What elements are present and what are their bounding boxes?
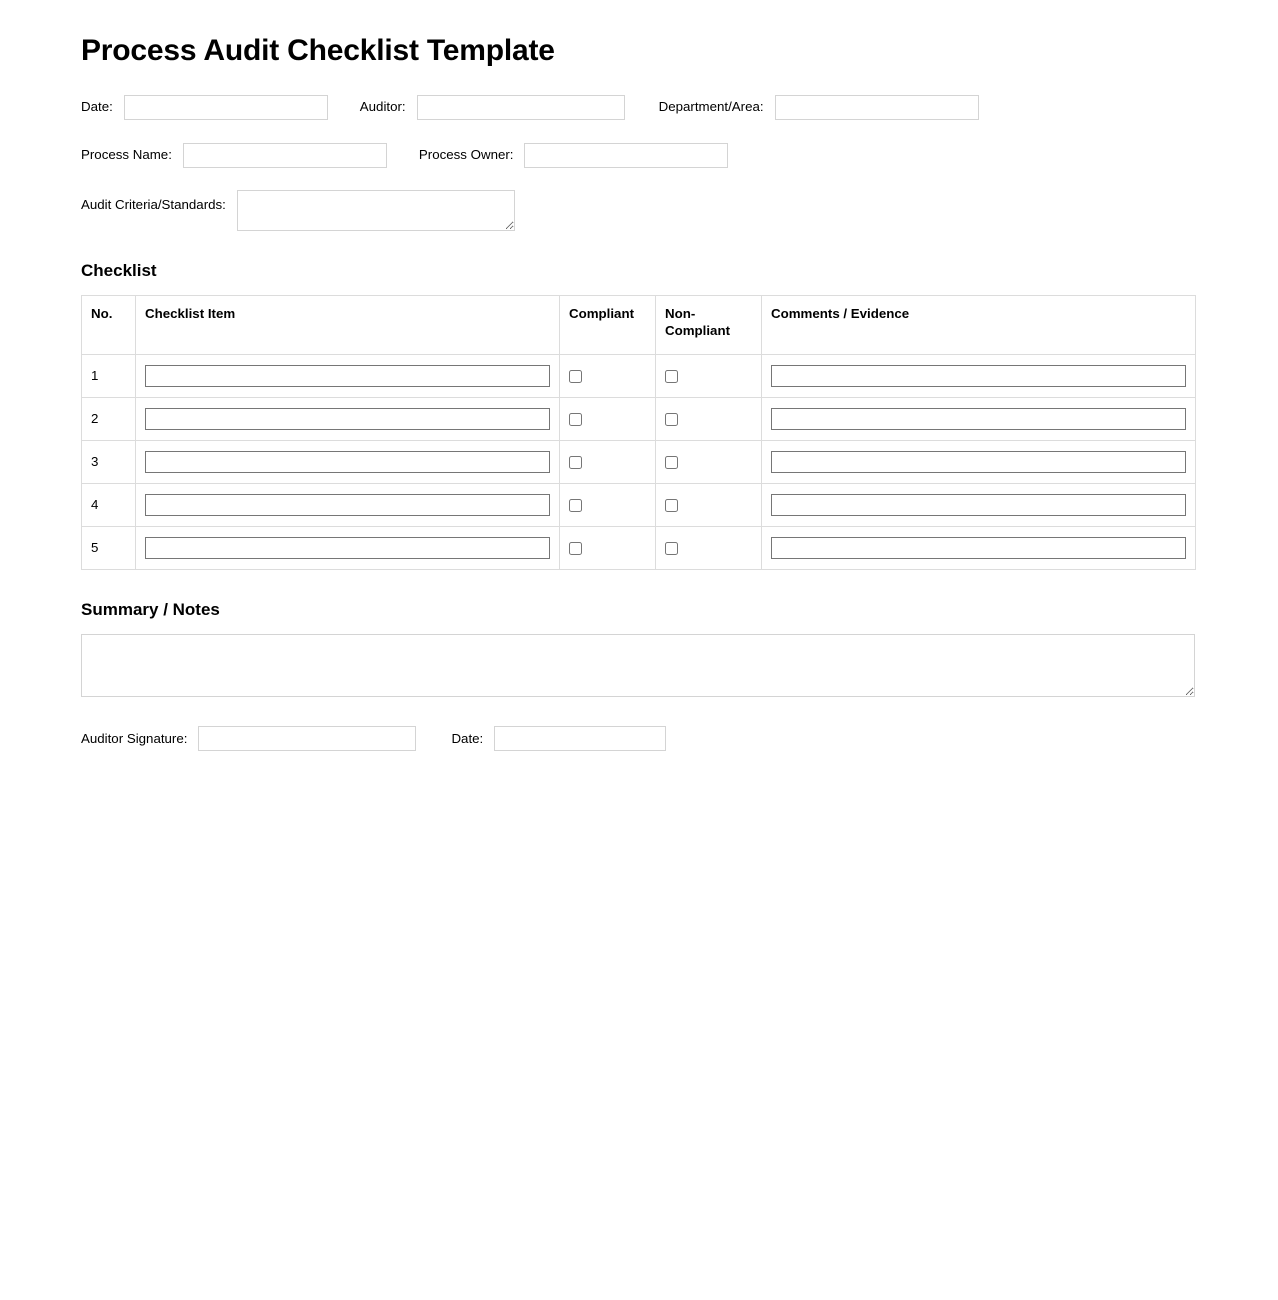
row-number: 4 bbox=[82, 483, 136, 526]
process-owner-input[interactable] bbox=[524, 143, 728, 168]
field-auditor bbox=[360, 95, 625, 120]
row-non-compliant-cell bbox=[656, 354, 762, 397]
auditor-signature-input[interactable] bbox=[198, 726, 416, 751]
field-process-name bbox=[81, 143, 387, 168]
table-header-row bbox=[82, 295, 1196, 354]
comments-evidence-input[interactable] bbox=[771, 365, 1186, 387]
row-item-cell bbox=[136, 483, 560, 526]
field-date bbox=[81, 95, 328, 120]
row-non-compliant-cell bbox=[656, 397, 762, 440]
column-header-checklist-item: Checklist Item bbox=[136, 295, 560, 354]
table-row bbox=[82, 483, 1196, 526]
meta-row-criteria bbox=[81, 190, 1198, 231]
date-input[interactable] bbox=[124, 95, 328, 120]
comments-evidence-input[interactable] bbox=[771, 537, 1186, 559]
row-non-compliant-cell bbox=[656, 483, 762, 526]
summary-notes-textarea[interactable] bbox=[81, 634, 1195, 697]
table-row bbox=[82, 526, 1196, 569]
checklist-item-input[interactable] bbox=[145, 451, 550, 473]
page-title: Process Audit Checklist Template bbox=[81, 34, 555, 67]
row-comments-cell bbox=[762, 354, 1196, 397]
row-compliant-cell bbox=[560, 483, 656, 526]
row-number: 3 bbox=[82, 440, 136, 483]
checklist-heading: Checklist bbox=[81, 260, 157, 280]
process-name-input[interactable] bbox=[183, 143, 387, 168]
field-signature-date bbox=[451, 726, 666, 751]
compliant-checkbox[interactable] bbox=[569, 542, 582, 555]
column-header-comments-evidence: Comments / Evidence bbox=[762, 295, 1196, 354]
non-compliant-checkbox[interactable] bbox=[665, 370, 678, 383]
non-compliant-checkbox[interactable] bbox=[665, 413, 678, 426]
auditor-label: Auditor: bbox=[359, 99, 406, 115]
meta-row-primary bbox=[81, 95, 1198, 120]
table-row bbox=[82, 440, 1196, 483]
auditor-input[interactable] bbox=[417, 95, 625, 120]
signature-row bbox=[81, 726, 1198, 751]
signature-date-input[interactable] bbox=[494, 726, 666, 751]
table-row bbox=[82, 397, 1196, 440]
row-compliant-cell bbox=[560, 397, 656, 440]
summary-heading: Summary / Notes bbox=[81, 599, 220, 619]
row-non-compliant-cell bbox=[656, 526, 762, 569]
row-compliant-cell bbox=[560, 440, 656, 483]
field-department bbox=[659, 95, 979, 120]
compliant-checkbox[interactable] bbox=[569, 456, 582, 469]
department-input[interactable] bbox=[775, 95, 979, 120]
row-item-cell bbox=[136, 440, 560, 483]
field-auditor-signature bbox=[81, 726, 416, 751]
comments-evidence-input[interactable] bbox=[771, 494, 1186, 516]
auditor-signature-label: Auditor Signature: bbox=[81, 730, 188, 746]
checklist-table-head bbox=[82, 295, 1196, 354]
field-process-owner bbox=[419, 143, 729, 168]
row-item-cell bbox=[136, 397, 560, 440]
date-label: Date: bbox=[81, 99, 113, 115]
checklist-item-input[interactable] bbox=[145, 408, 550, 430]
column-header-compliant: Compliant bbox=[560, 295, 656, 354]
comments-evidence-input[interactable] bbox=[771, 451, 1186, 473]
row-comments-cell bbox=[762, 397, 1196, 440]
audit-criteria-label: Audit Criteria/Standards: bbox=[81, 196, 226, 212]
non-compliant-checkbox[interactable] bbox=[665, 499, 678, 512]
row-number: 1 bbox=[82, 354, 136, 397]
column-header-non-compliant: Non-Compliant bbox=[656, 295, 762, 354]
table-row bbox=[82, 354, 1196, 397]
row-number: 2 bbox=[82, 397, 136, 440]
non-compliant-checkbox[interactable] bbox=[665, 456, 678, 469]
comments-evidence-input[interactable] bbox=[771, 408, 1186, 430]
checklist-item-input[interactable] bbox=[145, 365, 550, 387]
process-owner-label: Process Owner: bbox=[418, 147, 514, 163]
row-item-cell bbox=[136, 526, 560, 569]
checklist-item-input[interactable] bbox=[145, 537, 550, 559]
checklist-table-body bbox=[82, 354, 1196, 569]
compliant-checkbox[interactable] bbox=[569, 413, 582, 426]
meta-row-process bbox=[81, 143, 1198, 168]
checklist-item-input[interactable] bbox=[145, 494, 550, 516]
row-compliant-cell bbox=[560, 354, 656, 397]
row-non-compliant-cell bbox=[656, 440, 762, 483]
row-compliant-cell bbox=[560, 526, 656, 569]
row-number: 5 bbox=[82, 526, 136, 569]
compliant-checkbox[interactable] bbox=[569, 370, 582, 383]
field-audit-criteria bbox=[81, 190, 515, 231]
checklist-table bbox=[81, 295, 1196, 570]
compliant-checkbox[interactable] bbox=[569, 499, 582, 512]
row-comments-cell bbox=[762, 483, 1196, 526]
department-label: Department/Area: bbox=[658, 99, 764, 115]
non-compliant-checkbox[interactable] bbox=[665, 542, 678, 555]
process-name-label: Process Name: bbox=[81, 147, 172, 163]
row-comments-cell bbox=[762, 526, 1196, 569]
signature-date-label: Date: bbox=[451, 730, 484, 746]
column-header-no: No. bbox=[82, 295, 136, 354]
audit-criteria-textarea[interactable] bbox=[237, 190, 515, 231]
row-item-cell bbox=[136, 354, 560, 397]
row-comments-cell bbox=[762, 440, 1196, 483]
